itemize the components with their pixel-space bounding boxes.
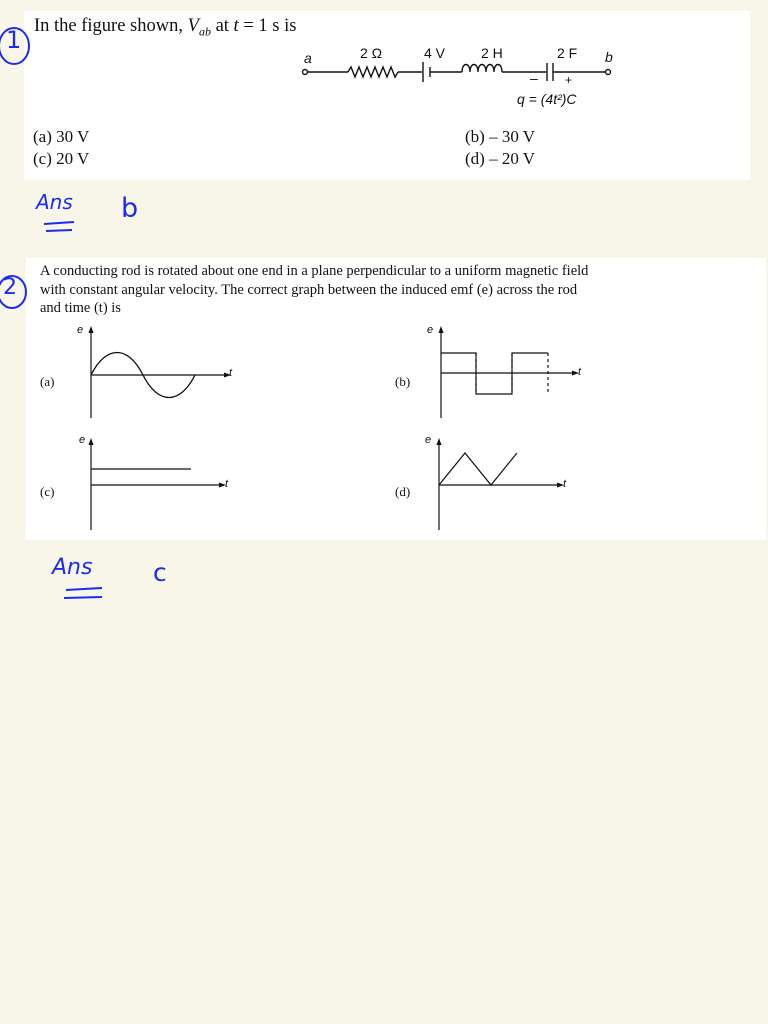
q2-line-3: and time (t) is — [40, 300, 121, 316]
resistor-label: 2 Ω — [360, 45, 383, 61]
arrow-d-y — [437, 438, 442, 445]
option-d[interactable]: (d) – 20 V — [465, 149, 536, 168]
graph-b-square — [441, 331, 574, 418]
answer-2-label: Ans — [52, 555, 93, 580]
graph-c-label[interactable]: (c) — [40, 484, 55, 499]
option-a[interactable]: (a) 30 V — [33, 127, 90, 146]
graph-a-y-label: e — [77, 324, 84, 336]
graph-d-label[interactable]: (d) — [395, 484, 411, 499]
q2-line-1: A conducting rod is rotated about one end in a plane perpendicular to a uniform magnetic field — [40, 263, 589, 279]
q1-mid: at — [210, 16, 234, 36]
charge-label: q = (4t²)C — [517, 91, 577, 107]
question-2-number: 2 — [3, 275, 17, 300]
node-a-label: a — [304, 50, 312, 66]
answer-2-value: c — [153, 558, 167, 587]
option-b[interactable]: (b) – 30 V — [465, 127, 536, 146]
graph-d-x-label: t — [563, 478, 567, 490]
graph-a-x-label: t — [229, 367, 233, 379]
arrow-b-y — [439, 326, 444, 333]
q2-line-2: with constant angular velocity. The correct graph between the induced emf (e) across the rod — [40, 281, 578, 298]
graph-c-x-label: t — [225, 478, 229, 490]
answer-2-underline — [0, 0, 120, 610]
q1-suffix: = 1 s is — [238, 16, 297, 36]
q1-prefix: In the figure shown, — [34, 16, 188, 36]
graph-a-label[interactable]: (a) — [40, 374, 55, 389]
answer-1-label: Ans — [36, 190, 73, 214]
option-c[interactable]: (c) 20 V — [33, 149, 90, 168]
q1-sub: ab — [198, 24, 211, 39]
capacitor-minus-sign: – — [530, 70, 538, 86]
graph-b-label[interactable]: (b) — [395, 374, 411, 389]
graph-b-x-label: t — [578, 366, 582, 378]
q1-v: V — [187, 16, 199, 36]
capacitor-label: 2 F — [557, 45, 578, 61]
question-1-number: 1 — [6, 26, 22, 54]
inductor-label: 2 H — [481, 45, 503, 61]
graph-b-y-label: e — [427, 324, 434, 336]
node-b-label: b — [605, 49, 613, 65]
capacitor-plus-sign: + — [565, 73, 573, 87]
graph-d-triangle — [439, 443, 559, 530]
answer-1-value: b — [121, 193, 139, 224]
battery-label: 4 V — [424, 45, 446, 61]
graph-c-y-label: e — [79, 434, 86, 446]
q1-t: t — [233, 16, 239, 36]
graph-d-y-label: e — [425, 434, 432, 446]
